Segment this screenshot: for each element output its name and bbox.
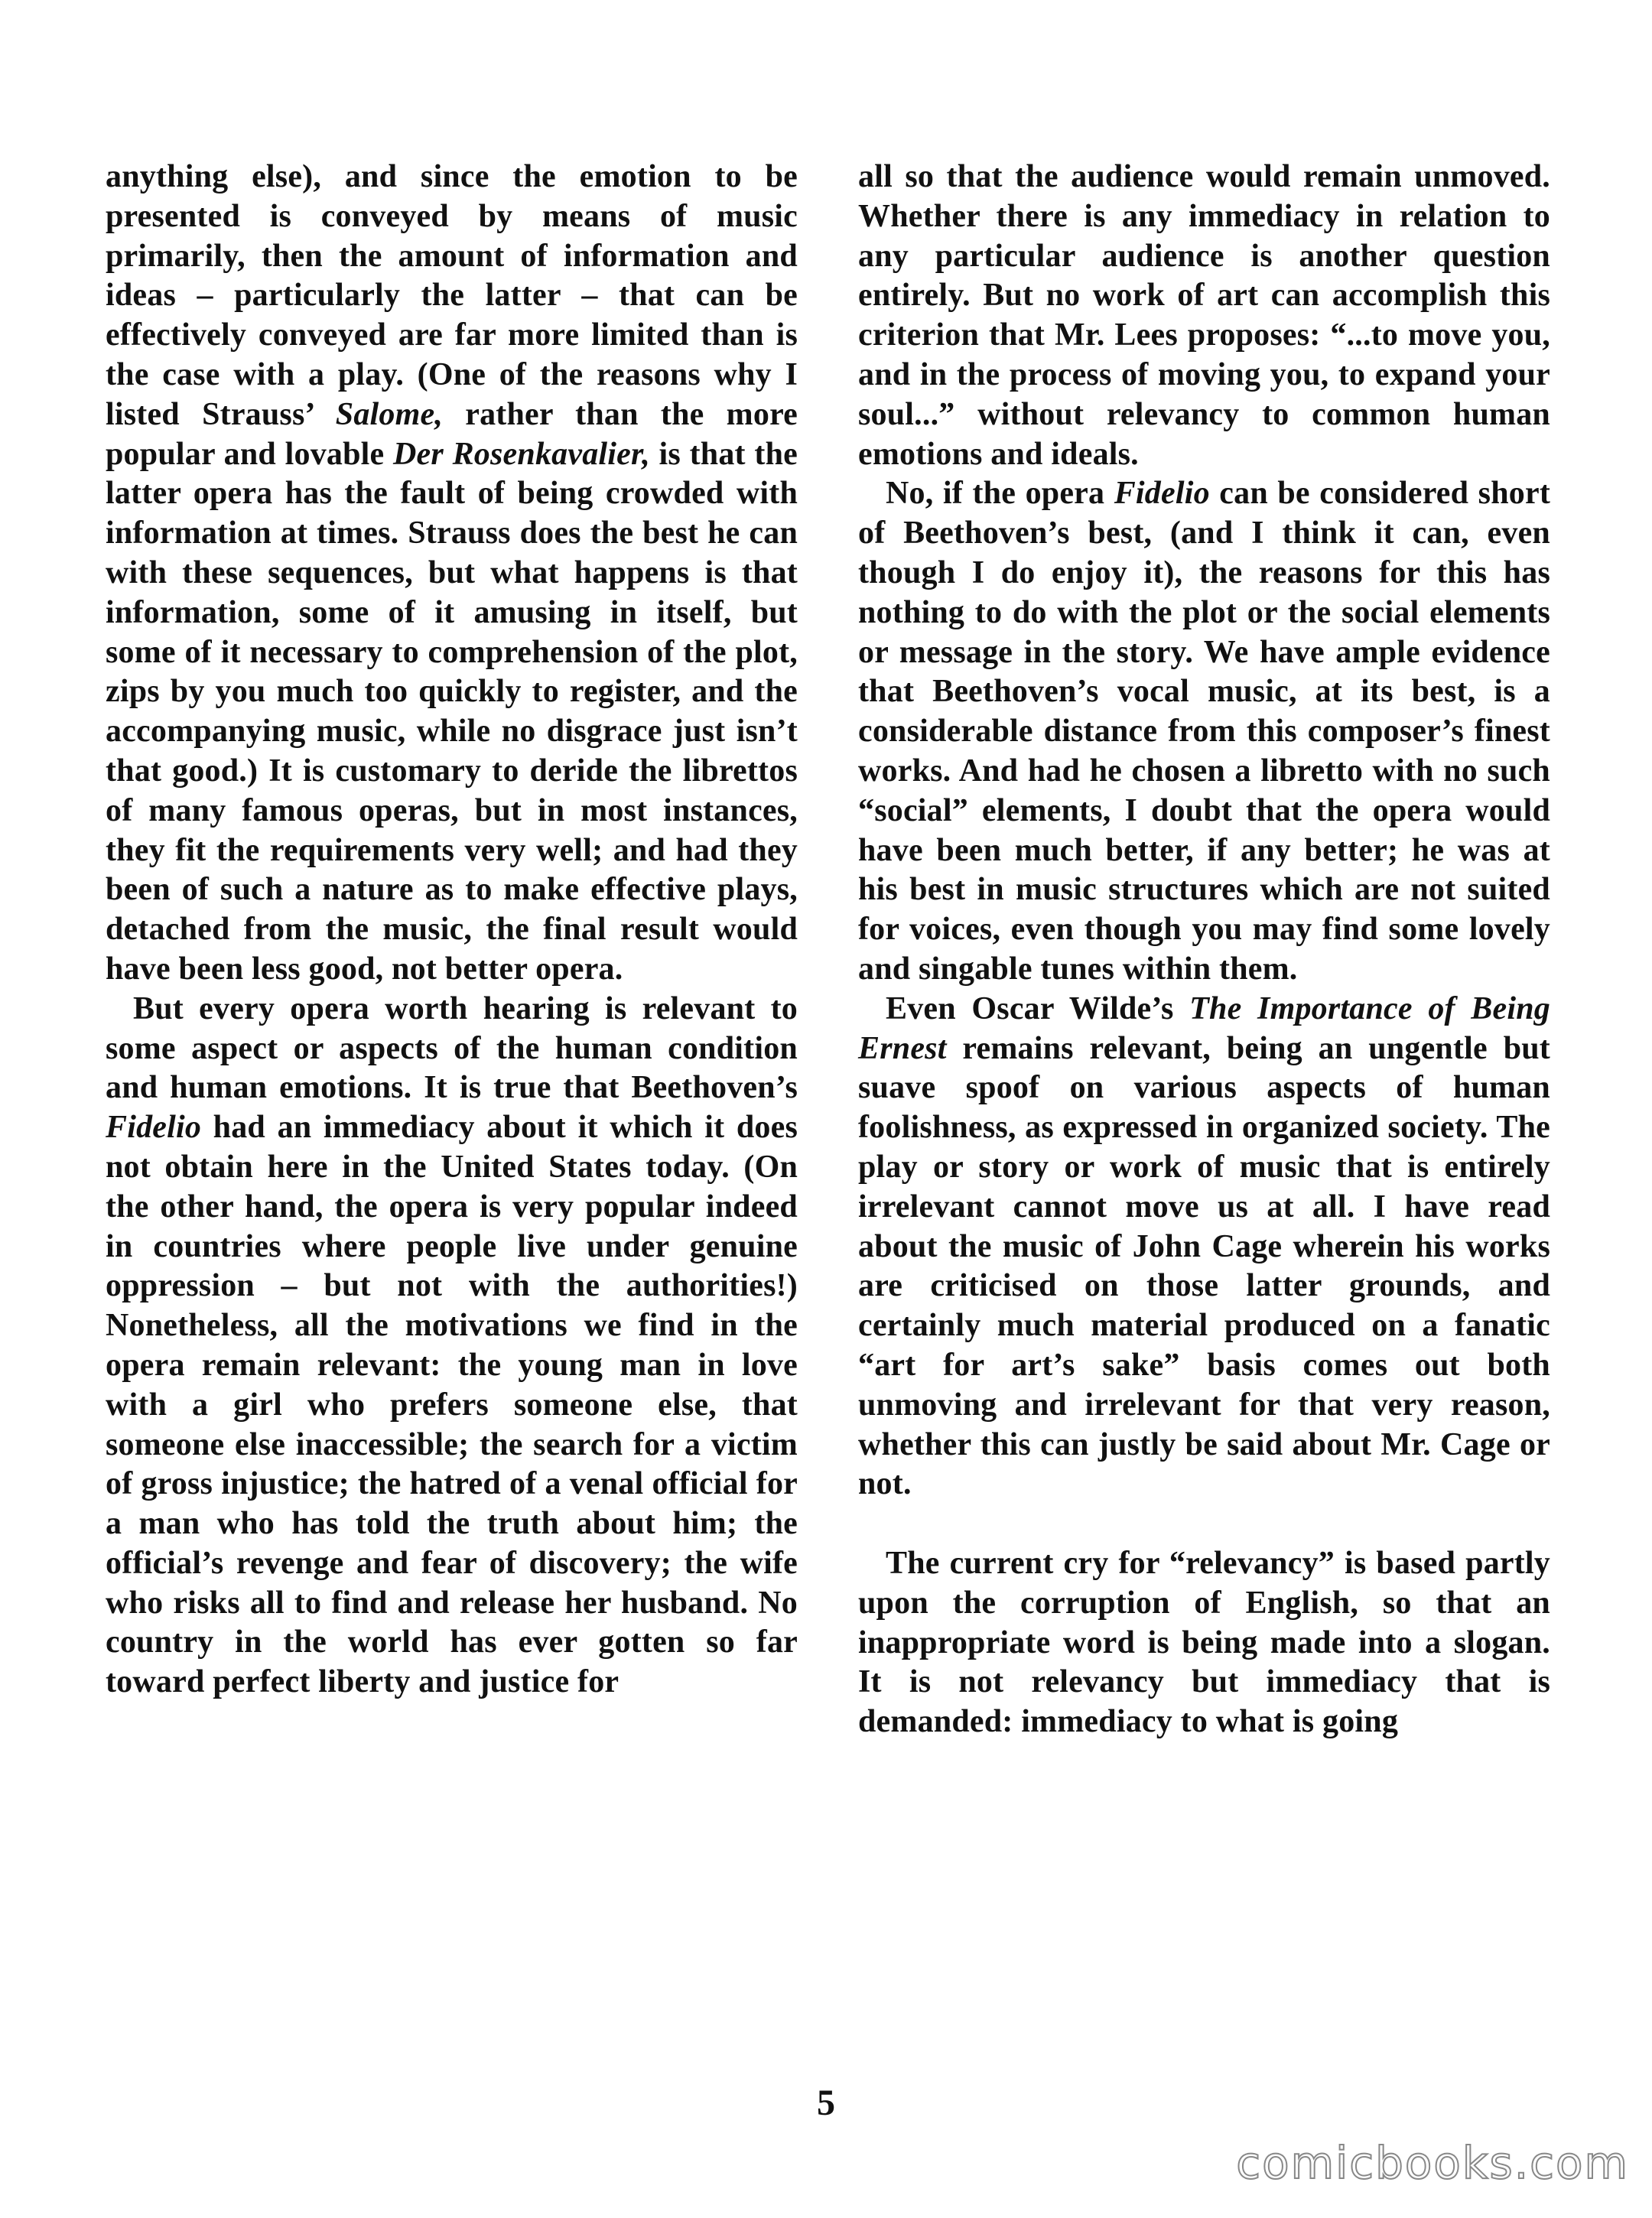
text-run: remains relevant, being an ungentle but suave spoof on various aspects of human foolishness, as expressed in organized society. The play or story or work of music that is entirely irrelevant cannot move us at all. I have read about the music of John Cage wherein his works are criticised on those latter grounds, and certainly much material produced on a fanatic “art for art’s sake” basis comes out both unmoving and irrelevant for that very reason, whether this can justly be said about Mr. Cage or not. bbox=[858, 1030, 1550, 1502]
italic-title: Fidelio bbox=[106, 1110, 202, 1146]
paragraph bbox=[858, 990, 1550, 1504]
text-run: anything else), and since the emotion to be presented is conveyed by means of music primarily, then the amount of information and ideas – particularly the latter – that can be effectively conveyed are far more limited than is the case with a play. (One of the reasons why I listed Strauss’ bbox=[106, 159, 798, 432]
paragraph: all so that the audience would remain unmoved. Whether there is any immediacy in relation to any particular audience is another question entirely. But no work of art can accomplish this criterion that Mr. Lees proposes: “...to move you, and in the process of moving you, to expand your soul...” without relevancy to common human emotions and ideals. bbox=[858, 159, 1550, 472]
text-run: But every opera worth hearing is relevant to some aspect or aspects of the human condition and human emotions. It is true that Beethoven’s bbox=[106, 990, 798, 1106]
text-run: is that the latter opera has the fault of being crowded with information at times. Strauss does the best he can with these sequences, but what happens is that information, some of it amusing in itself, but some of it necessary to comprehension of the plot, zips by you much too quickly to register, and the accompanying music, while no disgrace just isn’t that good.) It is customary to deride the librettos of many famous operas, but in most instances, they fit the requirements very well; and had they been of such a nature as to make effective plays, detached from the music, the final result would have been less good, not better opera. bbox=[106, 436, 798, 987]
paragraph bbox=[858, 474, 1550, 989]
text-run: Even Oscar Wilde’s bbox=[886, 990, 1190, 1026]
page-number: 5 bbox=[817, 2083, 835, 2123]
italic-title: Der Rosenkavalier, bbox=[393, 436, 650, 472]
text-run: had an immediacy about it which it does not obtain here in the United States today. (On the other hand, the opera is very popular indeed in countries where people live under genuine oppression – but not with the authorities!) Nonetheless, all the motivations we find in the opera remain relevant: the young man in love with a girl who prefers someone else, that someone else inaccessible; the search for a victim of gross injustice; the hatred of a venal official for a man who has told the truth about him; the official’s revenge and fear of discovery; the wife who risks all to find and release her husband. No country in the world has ever gotten so far toward perfect liberty and justice for bbox=[106, 1110, 798, 1700]
italic-title: Salome, bbox=[335, 396, 444, 432]
text-run: rather than the more popular and lovable bbox=[106, 396, 798, 472]
paragraph bbox=[106, 990, 798, 1703]
paragraph bbox=[106, 158, 798, 990]
italic-title: The Importance of Being Ernest bbox=[858, 990, 1550, 1066]
right-column bbox=[858, 158, 1550, 1742]
text-run: No, if the opera bbox=[886, 476, 1114, 512]
paragraph: The current cry for “relevancy” is based partly upon the corruption of English, so that an inappropriate word is being made into a slogan. It is not relevancy but immediacy that is demanded: immediacy to what is going bbox=[858, 1546, 1550, 1740]
text-run: can be considered short of Beethoven’s best, (and I think it can, even though I do enjoy it), the reasons for this has nothing to do with the plot or the social elements or message in the story. We have ample evidence that Beethoven’s vocal music, at its best, is a considerable distance from this composer’s finest works. And had he chosen a libretto with no such “social” elements, I doubt that the opera would have been much better, if any better; he was at his best in music structures which are not suited for voices, even though you may find some lovely and singable tunes within them. bbox=[858, 476, 1551, 987]
italic-title: Fidelio bbox=[1114, 476, 1210, 512]
left-column bbox=[106, 158, 798, 1703]
watermark-logo: comicbooks.com bbox=[1236, 2137, 1629, 2189]
